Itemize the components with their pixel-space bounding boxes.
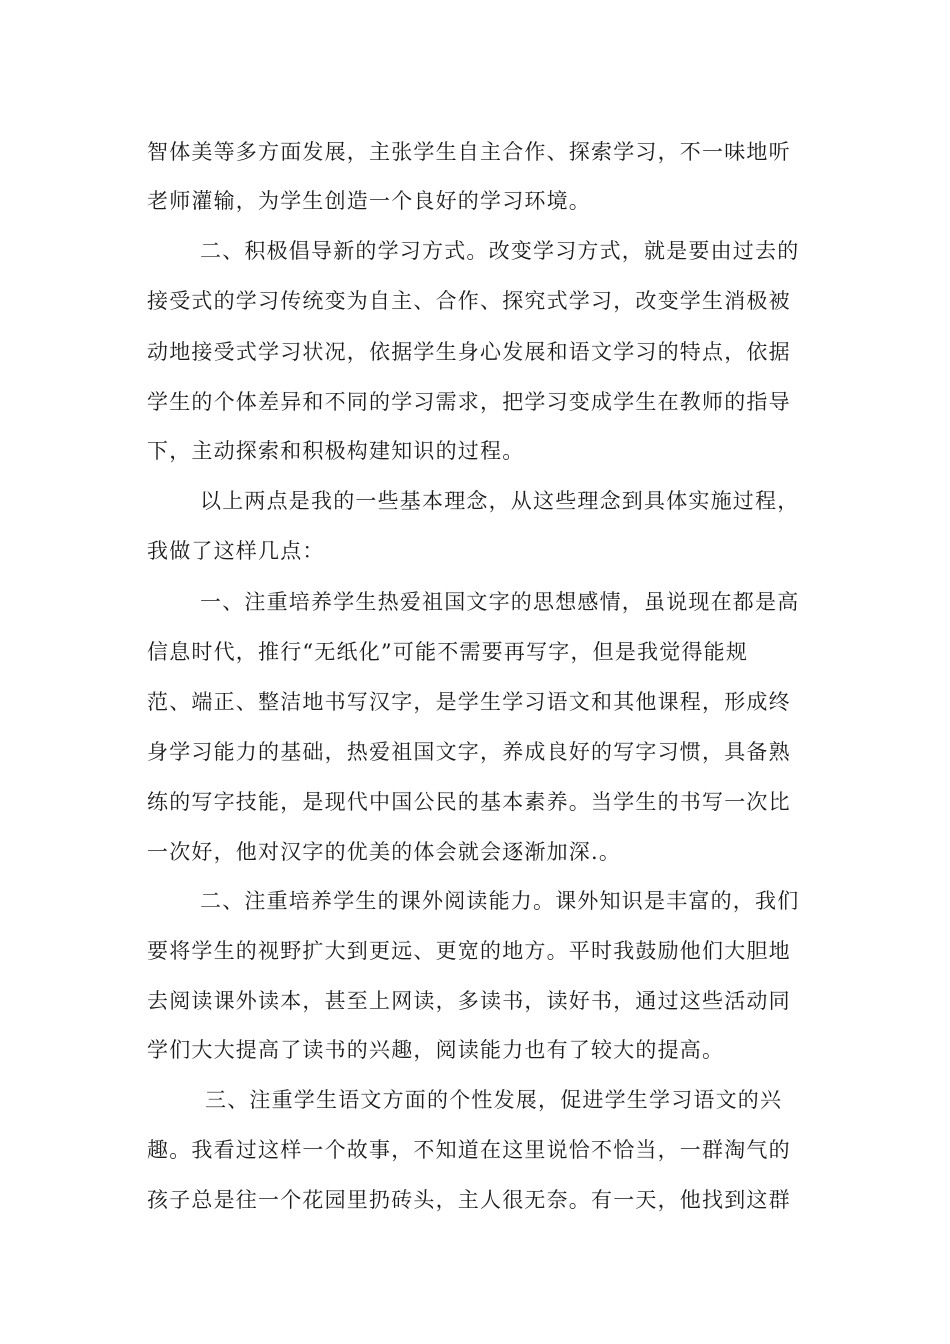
text-line-17: 要将学生的视野扩大到更远、更宽的地方。平时我鼓励他们大胆地 xyxy=(147,939,791,963)
text-line-13: 身学习能力的基础，热爱祖国文字，养成良好的写字习惯，具备熟 xyxy=(147,740,791,764)
text-line-18: 去阅读课外读本，甚至上网读，多读书，读好书，通过这些活动同 xyxy=(147,989,791,1013)
text-line-3-paragraph-start: 二、积极倡导新的学习方式。改变学习方式，就是要由过去的 xyxy=(200,239,800,263)
text-line-11: 信息时代，推行“无纸化”可能不需要再写字，但是我觉得能规 xyxy=(147,640,749,664)
text-line-14: 练的写字技能，是现代中国公民的基本素养。当学生的书写一次比 xyxy=(147,790,791,814)
text-line-10-paragraph-start: 一、注重培养学生热爱祖国文字的思想感情，虽说现在都是高 xyxy=(200,590,800,614)
text-line-8-paragraph-start: 以上两点是我的一些基本理念，从这些理念到具体实施过程， xyxy=(200,489,800,513)
text-line-22: 孩子总是往一个花园里扔砖头，主人很无奈。有一天，他找到这群 xyxy=(147,1188,791,1212)
text-line-6: 学生的个体差异和不同的学习需求，把学习变成学生在教师的指导 xyxy=(147,390,791,414)
text-line-7: 下，主动探索和积极构建知识的过程。 xyxy=(147,439,525,463)
text-line-9: 我做了这样几点： xyxy=(147,539,325,563)
text-line-19: 学们大大提高了读书的兴趣，阅读能力也有了较大的提高。 xyxy=(147,1038,725,1062)
text-line-1: 智体美等多方面发展，主张学生自主合作、探索学习，不一味地听 xyxy=(147,140,791,164)
text-line-5: 动地接受式学习状况，依据学生身心发展和语文学习的特点，依据 xyxy=(147,340,791,364)
text-line-4: 接受式的学习传统变为自主、合作、探究式学习，改变学生消极被 xyxy=(147,289,791,313)
text-line-12: 范、端正、整洁地书写汉字，是学生学习语文和其他课程，形成终 xyxy=(147,690,791,714)
text-line-21: 趣。我看过这样一个故事，不知道在这里说恰不恰当，一群淘气的 xyxy=(147,1138,791,1162)
text-line-16-paragraph-start: 二、注重培养学生的课外阅读能力。课外知识是丰富的，我们 xyxy=(200,889,800,913)
text-line-20-paragraph-start: 三、注重学生语文方面的个性发展，促进学生学习语文的兴 xyxy=(205,1088,783,1112)
text-line-2: 老师灌输，为学生创造一个良好的学习环境。 xyxy=(147,189,591,213)
text-line-15: 一次好，他对汉字的优美的体会就会逐渐加深.。 xyxy=(147,840,622,864)
